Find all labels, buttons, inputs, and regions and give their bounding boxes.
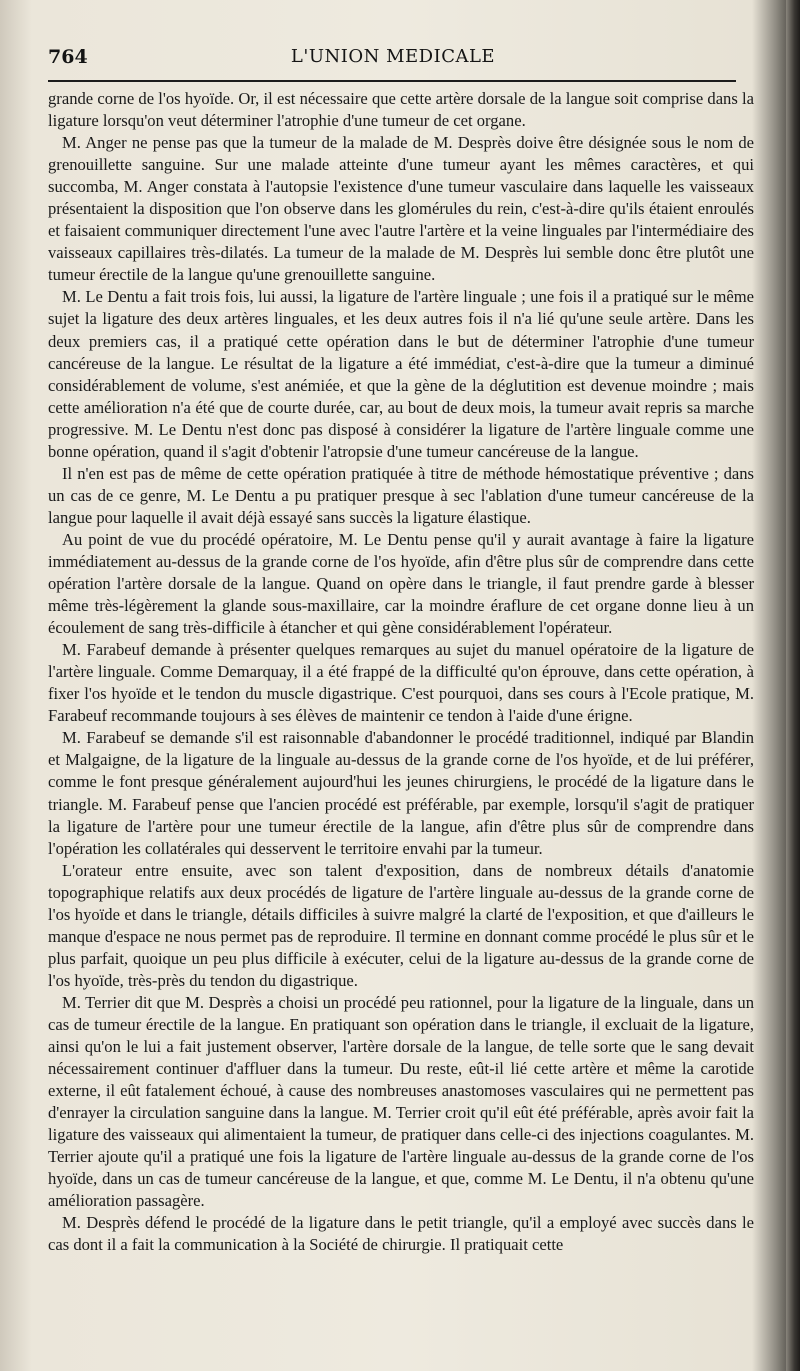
paragraph: M. Anger ne pense pas que la tumeur de la malade de M. Desprès doive être désignée sous le nom de grenouillette sanguine. Sur une malade atteinte d'une tumeur ayant les mêmes caractères, et qui succomba, M. Anger constata à l'autopsie l'existence d'une tumeur vasculaire dans laquelle les vaisseaux présentaient la disposition que l'on observe dans les glomérules du rein, c'est-à-dire qu'ils étaient enroulés et faisaient communiquer directement l'une avec l'autre l'artère et la veine linguales par l'intermédiaire des vaisseaux capillaires très-dilatés. La tumeur de la malade de M. Desprès lui semble donc être plutôt une tumeur érectile de la langue qu'une grenouillette sanguine.	[48, 133, 754, 285]
paragraph: M. Desprès défend le procédé de la ligature dans le petit triangle, qu'il a employé avec succès dans le cas dont il a fait la communication à la Société de chirurgie. Il pratiquait cette	[48, 1213, 754, 1255]
page-number: 764	[48, 46, 88, 68]
paragraph: M. Terrier dit que M. Desprès a choisi un procédé peu rationnel, pour la ligature de la linguale, dans un cas de tumeur érectile de la langue. En pratiquant son opération dans le triangle, il excluait de la ligature, ainsi qu'on le lui a fait justement observer, l'artère dorsale de la langue, de telle sorte que le sang devait nécessairement continuer d'affluer dans la tumeur. Du reste, eût-il lié cette artère et même la carotide externe, il eût fatalement échoué, à cause des nombreuses anastomoses vasculaires qui ne permettent pas d'enrayer la circulation sanguine dans la langue. M. Terrier croit qu'il eût été préférable, après avoir fait la ligature des vaisseaux qui alimentaient la tumeur, de pratiquer dans celle-ci des injections coagulantes. M. Terrier ajoute qu'il a pratiqué une fois la ligature de l'artère linguale au-dessus de la grande corne de l'os hyoïde, dans un cas de tumeur cancéreuse de la langue, et que, comme M. Le Dentu, il n'a obtenu qu'une amélioration passagère.	[48, 992, 754, 1211]
page-header	[48, 44, 738, 80]
paragraph: L'orateur entre ensuite, avec son talent d'exposition, dans de nombreux détails d'anatomie topographique relatifs aux deux procédés de ligature de l'artère linguale au-dessus de la grande corne de l'os hyoïde et dans le triangle, détails difficiles à suivre malgré la clarté de l'exposition, et que d'ailleurs le manque d'espace ne nous permet pas de reproduire. Il termine en donnant comme procédé le plus sûr et le plus parfait, quoique un peu plus difficile à exécuter, celui de la ligature au-dessus de la grande corne de l'os hyoïde, très-près du tendon du digastrique.	[48, 860, 754, 990]
paragraph: Il n'en est pas de même de cette opération pratiquée à titre de méthode hémostatique préventive ; dans un cas de ce genre, M. Le Dentu a pu pratiquer presque à sec l'ablation d'une tumeur cancéreuse de la langue pour laquelle il avait déjà essayé sans succès la ligature élastique.	[48, 463, 754, 527]
book-spine-shadow	[786, 0, 800, 1371]
paragraph: M. Farabeuf se demande s'il est raisonnable d'abandonner le procédé traditionnel, indiqué par Blandin et Malgaigne, de la ligature de la linguale au-dessus de la grande corne de l'os hyoïde, et de lui préférer, comme le font presque généralement aujourd'hui les jeunes chirurgiens, le procédé de la ligature dans le triangle. M. Farabeuf pense que l'ancien procédé est préférable, par exemple, lorsqu'il s'agit de pratiquer la ligature de l'artère pour une tumeur érectile de la langue, afin d'être plus sûr de comprendre dans l'opération les collatérales qui desservent le territoire envahi par la tumeur.	[48, 728, 754, 858]
paragraph: grande corne de l'os hyoïde. Or, il est nécessaire que cette artère dorsale de la langue soit comprise dans la ligature lorsqu'on veut déterminer l'atrophie d'une tumeur de cet organe.	[48, 89, 754, 131]
paragraph: Au point de vue du procédé opératoire, M. Le Dentu pense qu'il y aurait avantage à faire la ligature immédiatement au-dessus de la grande corne de l'os hyoïde, afin d'être plus sûr de comprendre dans cette opération l'artère dorsale de la langue. Quand on opère dans le triangle, il faut prendre garde à blesser même très-légèrement la glande sous-maxillaire, car la moindre éraflure de cet organe donne lieu à un écoulement de sang très-difficile à étancher et qui gène considérablement l'opérateur.	[48, 529, 754, 638]
header-rule	[48, 80, 736, 82]
article-body	[48, 88, 754, 1256]
running-head: L'UNION MEDICALE	[290, 46, 496, 67]
paragraph: M. Farabeuf demande à présenter quelques remarques au sujet du manuel opératoire de la ligature de l'artère linguale. Comme Demarquay, il a été frappé de la difficulté qu'on éprouve, dans cette opération, à fixer l'os hyoïde et le tendon du muscle digastrique. C'est pourquoi, dans ses cours à l'Ecole pratique, M. Farabeuf recommande toujours à ses élèves de maintenir ce tendon à l'aide d'une érigne.	[48, 640, 754, 726]
paragraph: M. Le Dentu a fait trois fois, lui aussi, la ligature de l'artère linguale ; une fois il a pratiqué sur le même sujet la ligature des deux artères linguales, et les deux autres fois il n'a lié qu'une seule artère. Dans les deux premiers cas, il a pratiqué cette opération dans le but de déterminer l'atrophie d'une tumeur cancéreuse de la langue. Le résultat de la ligature a été immédiat, c'est-à-dire que la tumeur a diminué considérablement de volume, s'est anémiée, et que la gène de la déglutition est devenue moindre ; mais cette amélioration n'a été que de courte durée, car, au bout de deux mois, la tumeur avait repris sa marche progressive. M. Le Dentu n'est donc pas disposé à considérer la ligature de l'artère linguale comme une bonne opération, quand il s'agit d'obtenir l'atropsie d'une tumeur cancéreuse de la langue.	[48, 287, 754, 461]
